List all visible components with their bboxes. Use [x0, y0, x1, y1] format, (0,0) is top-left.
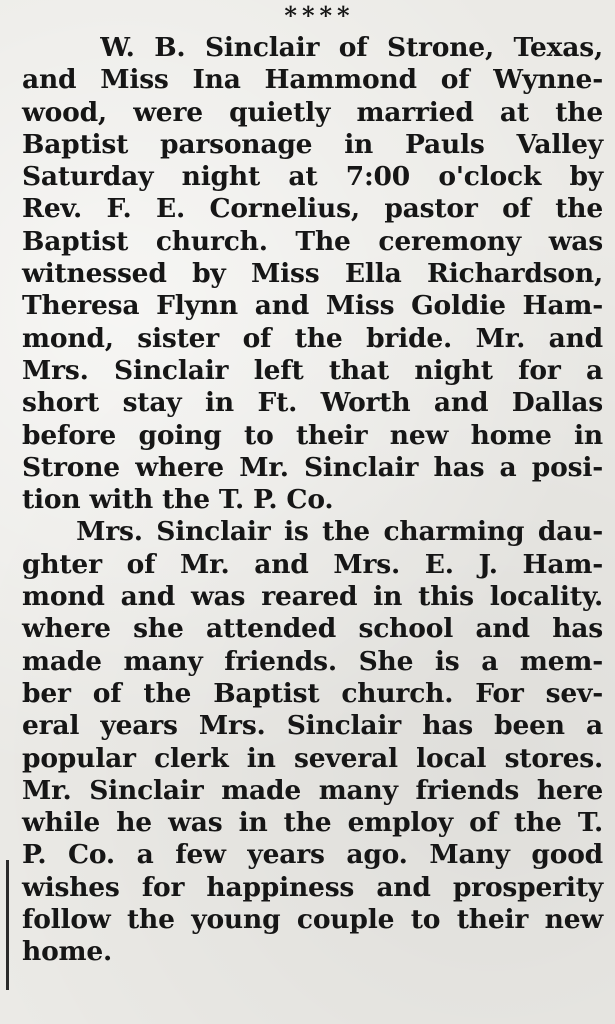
text-line: home.: [22, 936, 113, 968]
text-line: mond, sister of the bride. Mr. and: [22, 322, 603, 354]
text-line: where she attended school and has: [22, 613, 603, 645]
text-line: while he was in the employ of the T.: [22, 807, 603, 839]
text-line: eral years Mrs. Sinclair has been a: [22, 710, 603, 742]
column-rule: [6, 860, 9, 990]
text-line: Baptist parsonage in Pauls Valley: [22, 128, 603, 160]
section-separator: ****: [284, 1, 355, 30]
text-line: Saturday night at 7:00 o'clock by: [22, 161, 603, 193]
text-line: W. B. Sinclair of Strone, Texas,: [22, 32, 603, 63]
text-line: follow the young couple to their new: [22, 904, 603, 936]
text-line: wishes for happiness and prosperity: [22, 871, 603, 903]
text-line: Theresa Flynn and Miss Goldie Ham-: [22, 290, 603, 322]
text-line: mond and was reared in this locality.: [22, 581, 603, 613]
text-line: P. Co. a few years ago. Many good: [22, 839, 603, 871]
text-line: ghter of Mr. and Mrs. E. J. Ham-: [22, 548, 603, 580]
text-line: Mrs. Sinclair left that night for a: [22, 354, 603, 386]
article-paragraph-wedding: [22, 32, 603, 516]
text-line: Strone where Mr. Sinclair has a posi-: [22, 451, 603, 483]
text-line: witnessed by Miss Ella Richardson,: [22, 258, 603, 290]
text-line: Rev. F. E. Cornelius, pastor of the: [22, 193, 603, 225]
article-paragraph-bride: [22, 516, 603, 968]
text-line: wood, were quietly married at the: [22, 96, 603, 128]
text-line: short stay in Ft. Worth and Dallas: [22, 387, 603, 419]
text-line: made many friends. She is a mem-: [22, 645, 603, 677]
text-line: Baptist church. The ceremony was: [22, 225, 603, 257]
text-line: ber of the Baptist church. For sev-: [22, 677, 603, 709]
text-line: before going to their new home in: [22, 419, 603, 451]
text-line: Mr. Sinclair made many friends here: [22, 774, 603, 806]
text-line: Mrs. Sinclair is the charming dau-: [22, 516, 603, 548]
text-line: tion with the T. P. Co.: [22, 484, 334, 516]
text-line: and Miss Ina Hammond of Wynne-: [22, 64, 603, 96]
text-line: popular clerk in several local stores.: [22, 742, 603, 774]
